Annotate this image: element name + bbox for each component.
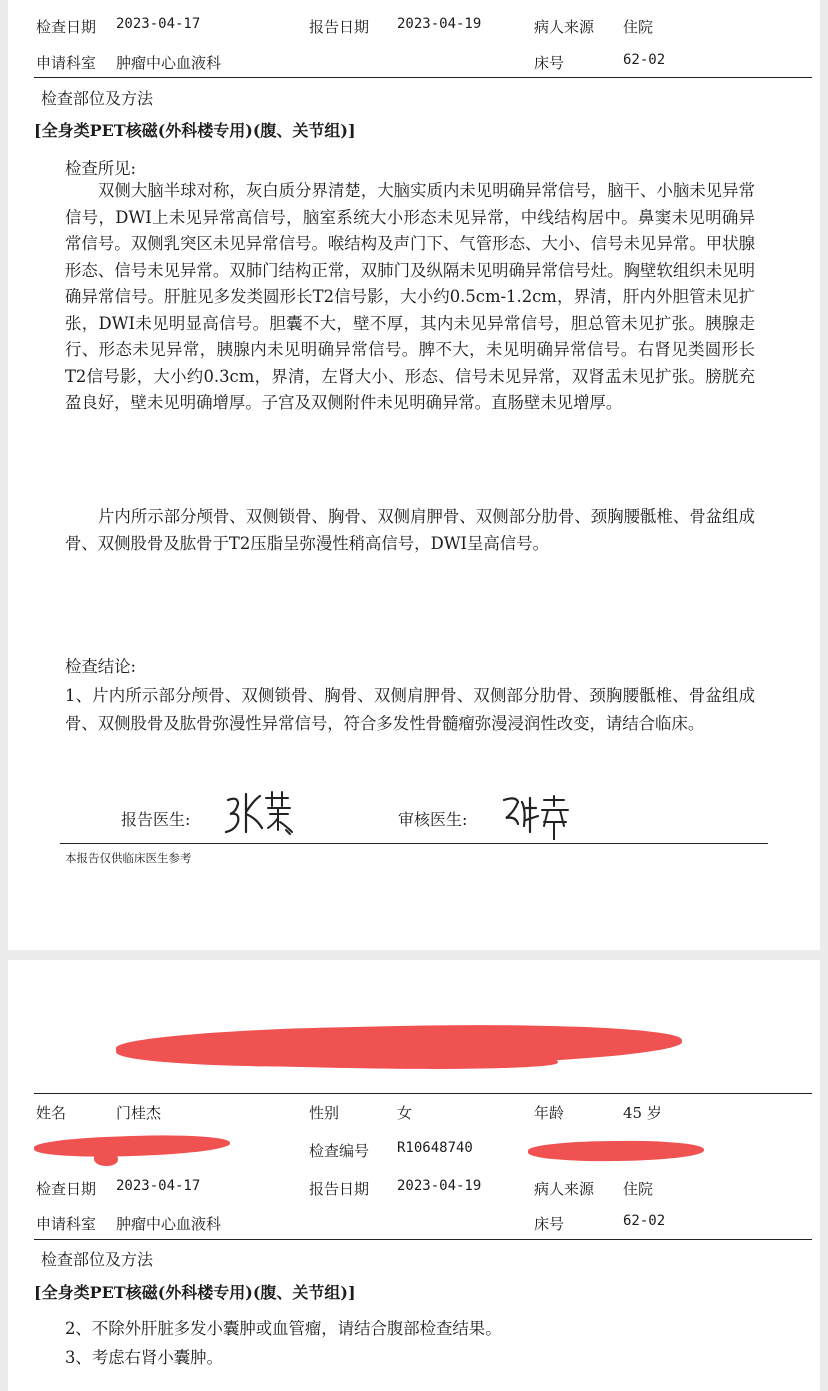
report-date-value: 2023-04-19 xyxy=(397,16,482,32)
redaction-mark xyxy=(34,1133,231,1160)
exam-no-label: 检查编号 xyxy=(309,1142,370,1160)
bed-value: 62-02 xyxy=(623,1213,666,1229)
divider xyxy=(34,1239,812,1240)
name-value: 门桂杰 xyxy=(116,1104,162,1122)
patient-source-label: 病人来源 xyxy=(534,1180,595,1198)
department-value: 肿瘤中心血液科 xyxy=(116,54,222,72)
exam-date-label: 检查日期 xyxy=(36,18,97,36)
conclusion-item-3: 3、考虑右肾小囊肿。 xyxy=(65,1348,223,1367)
bed-value: 62-02 xyxy=(623,52,666,68)
exam-no-value: R10648740 xyxy=(397,1140,473,1156)
report-doctor-signature xyxy=(222,788,302,838)
report-date-label: 报告日期 xyxy=(309,1180,370,1198)
age-value: 45 岁 xyxy=(623,1104,662,1122)
signature-divider xyxy=(60,843,768,844)
department-value: 肿瘤中心血液科 xyxy=(116,1215,222,1233)
exam-date-value: 2023-04-17 xyxy=(116,1178,201,1194)
gender-value: 女 xyxy=(397,1104,413,1122)
patient-source-value: 住院 xyxy=(623,18,654,36)
bed-label: 床号 xyxy=(534,54,565,72)
method-heading: 检查部位及方法 xyxy=(41,1250,154,1269)
conclusion-item-1: 1、片内所示部分颅骨、双侧锁骨、胸骨、双侧肩胛骨、双侧部分肋骨、颈胸腰骶椎、骨盆组成骨、双侧股骨及肱骨弥漫性异常信号，符合多发性骨髓瘤弥漫浸润性改变，请结合临床。 xyxy=(65,686,755,733)
method-text: [全身类PET核磁(外科楼专用)(腹、关节组)] xyxy=(34,121,356,140)
divider xyxy=(34,77,812,78)
method-heading: 检查部位及方法 xyxy=(41,89,154,108)
report-date-label: 报告日期 xyxy=(309,18,370,36)
bed-label: 床号 xyxy=(534,1215,565,1233)
findings-heading: 检查所见: xyxy=(65,159,137,178)
conclusion-item-2: 2、不除外肝脏多发小囊肿或血管瘤，请结合腹部检查结果。 xyxy=(65,1319,502,1338)
header-divider xyxy=(34,1093,812,1094)
department-label: 申请科室 xyxy=(36,1215,97,1233)
method-text: [全身类PET核磁(外科楼专用)(腹、关节组)] xyxy=(34,1283,356,1302)
report-doctor-label: 报告医生: xyxy=(121,810,191,829)
findings-paragraph-2: 片内所示部分颅骨、双侧锁骨、胸骨、双侧肩胛骨、双侧部分肋骨、颈胸腰骶椎、骨盆组成骨、双侧股骨及肱骨于T2压脂呈弥漫性稍高信号，DWI呈高信号。 xyxy=(65,507,755,553)
conclusion-heading: 检查结论: xyxy=(65,657,137,676)
report-footnote: 本报告仅供临床医生参考 xyxy=(65,851,192,865)
report-page-1 xyxy=(8,0,820,950)
redaction-mark xyxy=(528,1139,704,1162)
name-label: 姓名 xyxy=(36,1104,67,1122)
age-label: 年龄 xyxy=(534,1104,565,1122)
patient-source-value: 住院 xyxy=(623,1180,654,1198)
exam-date-label: 检查日期 xyxy=(36,1180,97,1198)
review-doctor-signature xyxy=(500,792,580,840)
findings-paragraph-1: 双侧大脑半球对称，灰白质分界清楚，大脑实质内未见明确异常信号，脑干、小脑未见异常信号，DWI上未见异常高信号，脑室系统大小形态未见异常，中线结构居中。鼻窦未见明确异常信号。双侧乳突区未见异常信号。喉结构及声门下、气管形态、大小、信号未见异常。甲状腺形态、信号未见异常。双肺门结构正常，双肺门及纵隔未见明确异常信号灶。胸壁软组织未见明确异常信号。肝脏见多发类圆形长T2信号影，大小约0.5cm-1.2cm，界清，肝内外胆管未见扩张，DWI未见明显高信号。胆囊不大，壁不厚，其内未见异常信号，胆总管未见扩张。胰腺走行、形态未见异常，胰腺内未见明确异常信号。脾不大，未见明确异常信号。右肾见类圆形长T2信号影，大小约0.3cm，界清，左肾大小、形态、信号未见异常，双肾盂未见扩张。膀胱充盈良好，壁未见明确增厚。子宫及双侧附件未见明确异常。直肠壁未见增厚。 xyxy=(65,181,755,412)
gender-label: 性别 xyxy=(309,1104,340,1122)
redaction-mark xyxy=(94,1152,118,1166)
report-page-2 xyxy=(8,960,820,1391)
report-date-value: 2023-04-19 xyxy=(397,1178,482,1194)
patient-source-label: 病人来源 xyxy=(534,18,595,36)
department-label: 申请科室 xyxy=(36,54,97,72)
exam-date-value: 2023-04-17 xyxy=(116,16,201,32)
review-doctor-label: 审核医生: xyxy=(398,810,468,829)
